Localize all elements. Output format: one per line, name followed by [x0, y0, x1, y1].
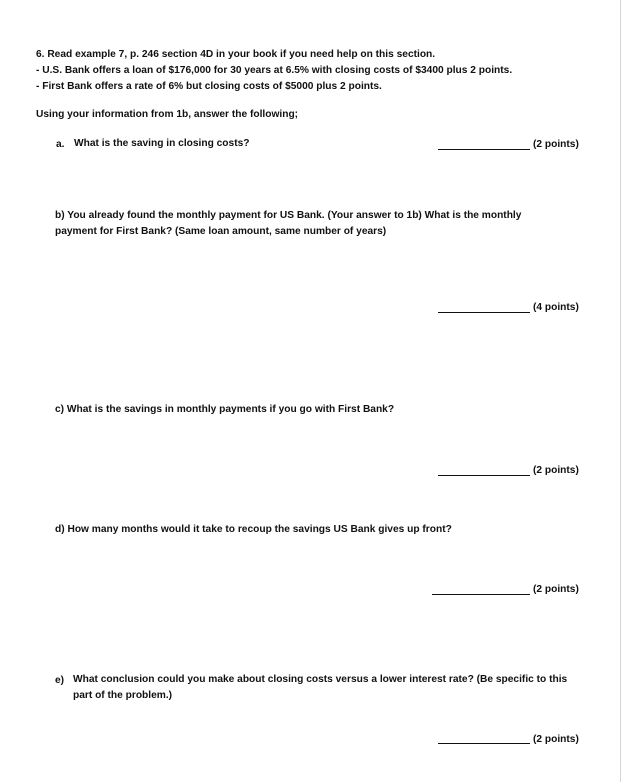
- question-e-points: (2 points): [533, 734, 579, 745]
- question-b-text: You already found the monthly payment for US Bank. (Your answer to 1b) What is the monthly payment for First Bank? (Same loan amount, same number of years): [55, 210, 522, 237]
- question-e-label: e): [55, 675, 65, 686]
- question-d-label: d): [55, 524, 65, 535]
- answer-blank-d[interactable]: [432, 594, 530, 595]
- answer-blank-b[interactable]: [438, 312, 530, 313]
- question-b-points: (4 points): [533, 302, 579, 313]
- answer-blank-a[interactable]: [438, 149, 530, 150]
- question-a-points: (2 points): [533, 139, 579, 150]
- question-b-block: [55, 208, 565, 240]
- us-bank-offer: - U.S. Bank offers a loan of $176,000 for 30 years at 6.5% with closing costs of $3400 plus 2 points.: [36, 65, 513, 76]
- question-c-points: (2 points): [533, 465, 579, 476]
- question-d-text: How many months would it take to recoup the savings US Bank gives up front?: [67, 524, 452, 535]
- answer-blank-e[interactable]: [438, 743, 530, 744]
- answer-blank-c[interactable]: [438, 475, 530, 476]
- instruction-text: Using your information from 1b, answer the following;: [36, 109, 299, 120]
- question-e-text: What conclusion could you make about closing costs versus a lower interest rate? (Be specific to this part of the problem.): [73, 674, 568, 701]
- problem-heading: 6. Read example 7, p. 246 section 4D in your book if you need help on this section.: [36, 49, 436, 60]
- question-c-text: What is the savings in monthly payments if you go with First Bank?: [66, 404, 395, 415]
- question-c-block: [55, 402, 565, 418]
- question-a-label: a.: [56, 139, 65, 150]
- question-a-text: What is the saving in closing costs?: [74, 138, 250, 149]
- question-d-block: [55, 522, 565, 538]
- question-b-label: b): [55, 210, 65, 221]
- question-d-points: (2 points): [533, 584, 579, 595]
- first-bank-offer: - First Bank offers a rate of 6% but closing costs of $5000 plus 2 points.: [36, 81, 382, 92]
- question-c-label: c): [55, 404, 65, 415]
